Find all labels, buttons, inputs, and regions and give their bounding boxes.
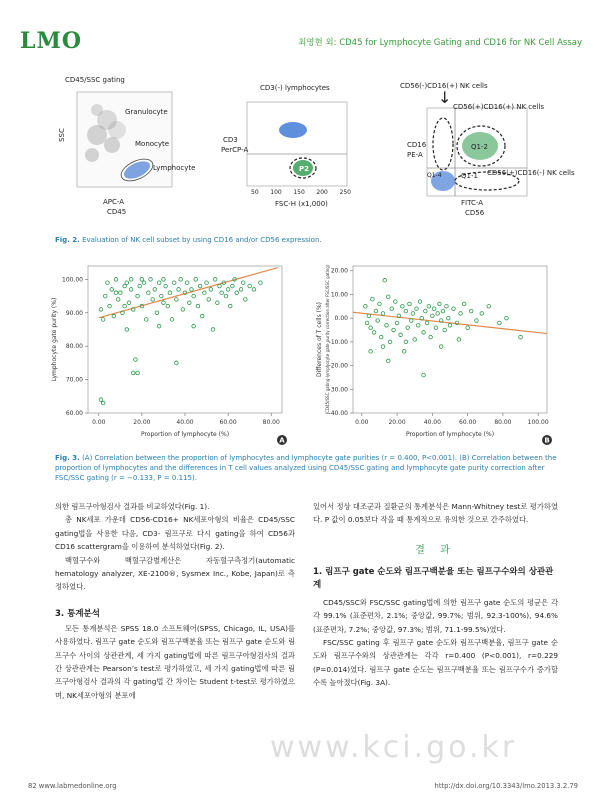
q14-label: Q1-4 xyxy=(427,172,442,179)
fig2-panel-a-title: CD45/SSC gating xyxy=(65,76,125,84)
data-point xyxy=(459,312,463,316)
y-tick-label: 100.00 xyxy=(62,276,83,284)
x-axis-label: Proportion of lymphocyte (%) xyxy=(140,431,230,438)
fig2-panel-c-xlabel-1: FITC-A xyxy=(461,199,484,207)
fig2-panel-b-ticks xyxy=(251,189,351,196)
fig3-caption xyxy=(55,453,560,483)
fig2-panel-b-xlabel: FSC-H (x1,000) xyxy=(275,200,328,208)
data-point xyxy=(445,305,449,309)
y-tick-label: 90.00 xyxy=(65,309,83,317)
data-point xyxy=(475,319,479,323)
data-point xyxy=(170,318,174,322)
panel-badge-label: A xyxy=(279,436,285,445)
data-point xyxy=(127,301,131,305)
x-tick-label: 0.00 xyxy=(92,419,106,426)
fig2-caption-text: Evaluation of NK cell subset by using CD16 and/or CD56 expression. xyxy=(82,236,322,244)
data-point xyxy=(228,304,232,308)
data-point xyxy=(123,284,127,288)
data-point xyxy=(106,281,110,285)
data-point xyxy=(205,281,209,285)
data-point xyxy=(101,401,105,405)
data-point xyxy=(369,326,373,330)
p2-gate-label: P2 xyxy=(299,165,310,173)
q12-label: Q1-2 xyxy=(471,143,488,151)
data-point xyxy=(151,298,155,302)
y-tick-label: 10.00 xyxy=(330,291,348,299)
data-point xyxy=(487,305,491,309)
data-point xyxy=(218,284,222,288)
y-axis-label: Differences of T cells (%) xyxy=(316,302,323,377)
data-point xyxy=(431,314,435,318)
left-column xyxy=(55,500,295,702)
data-point xyxy=(248,284,252,288)
data-point xyxy=(200,314,204,318)
data-point xyxy=(175,361,179,365)
data-point xyxy=(379,335,383,339)
data-point xyxy=(364,305,368,309)
trend-line xyxy=(99,268,278,318)
data-point xyxy=(138,284,142,288)
data-point xyxy=(422,331,426,335)
results-heading: 결 과 xyxy=(415,544,456,556)
x-tick-label: 60.00 xyxy=(219,419,237,426)
data-point xyxy=(480,312,484,316)
y-axis-label: Lymphocyte gate purity (%) xyxy=(51,297,58,382)
data-point xyxy=(153,288,157,292)
data-point xyxy=(211,328,215,332)
data-point xyxy=(374,309,378,313)
y-tick-label: 70.00 xyxy=(65,376,83,384)
data-point xyxy=(159,294,163,298)
data-point xyxy=(226,288,230,292)
data-point xyxy=(162,278,166,282)
monocyte-label: Monocyte xyxy=(135,140,170,148)
fig2-panel-a-xlabel-2: CD45 xyxy=(107,208,127,216)
data-point xyxy=(216,301,220,305)
data-point xyxy=(110,288,114,292)
data-point xyxy=(108,304,112,308)
data-point xyxy=(406,326,410,330)
data-point xyxy=(399,333,403,337)
fig2-panel-c-label-3: CD56(+)CD16(-) NK cells xyxy=(487,169,575,177)
data-point xyxy=(136,294,140,298)
data-point xyxy=(125,328,129,332)
data-point xyxy=(413,338,417,342)
data-point xyxy=(371,297,375,301)
subsection-heading: 1. 림프구 gate 순도와 림프구백분율 또는 림프구수와의 상관관계 xyxy=(313,566,554,590)
data-point xyxy=(168,291,172,295)
tick: 200 xyxy=(316,189,328,196)
y-tick-label: -30.00 xyxy=(328,386,348,394)
data-point xyxy=(140,278,144,282)
data-point xyxy=(114,278,118,282)
data-point xyxy=(466,326,470,330)
data-point xyxy=(378,302,382,306)
data-point xyxy=(179,278,183,282)
x-tick-label: 40.00 xyxy=(423,419,441,426)
data-point xyxy=(372,331,376,335)
data-point xyxy=(429,335,433,339)
y-tick-label: 60.00 xyxy=(65,410,83,417)
data-point xyxy=(244,298,248,302)
data-point xyxy=(142,281,146,285)
fig3-caption-text: (A) Correlation between the proportion of lymphocytes and lymphocyte gate purities (r = 0.400, P<0.001). (B) Correlation between the proportion of lymphocytes and the differences in T cell values analyzed using CD45/SSC gating and lymphocyte gate purity correction after FSC/SSC gating (r = −0.133, P = 0.115). xyxy=(55,454,557,482)
fig2-caption-label: Fig. 2. xyxy=(55,236,80,244)
data-point xyxy=(147,291,151,295)
paragraph: CD45/SSC와 FSC/SSC gating법에 의한 림프구 gate 순도의 평균은 각각 99.1% (표준편차, 2.1%; 중앙값, 99.7%; 범위, 92.3-100%), 94.6% (표준편차, 7.2%; 중앙값, 97.3%; 범위, 71.1-99.5%)였다. xyxy=(313,597,558,634)
data-point xyxy=(235,291,239,295)
data-point xyxy=(424,309,428,313)
data-point xyxy=(434,326,438,330)
lymphocyte-label: Lymphocyte xyxy=(153,164,196,172)
data-point xyxy=(116,298,120,302)
fig2-panel-c-xlabel-2: CD56 xyxy=(465,209,485,217)
data-point xyxy=(241,281,245,285)
panel-badge-label: B xyxy=(544,436,550,445)
data-point xyxy=(207,298,211,302)
data-point xyxy=(408,302,412,306)
data-point xyxy=(125,281,129,285)
data-point xyxy=(119,291,123,295)
data-point xyxy=(131,371,135,375)
data-point xyxy=(175,298,179,302)
data-point xyxy=(385,323,389,327)
footer-left: 82 www.labmedonline.org xyxy=(28,782,117,790)
q11-label: Q1-1 xyxy=(461,172,478,180)
data-point xyxy=(101,318,105,322)
x-tick-label: 80.00 xyxy=(494,419,512,426)
paragraph: 총 NK세포 가운데 CD56-CD16+ NK세포아형의 비율은 CD45/SSC gating법을 사용한 다음, CD3- 림프구로 다시 gating을 하여 CD56과 CD16 scattergram을 이용하여 분석하였다(Fig. 2). xyxy=(55,515,295,552)
paragraph: 의한 림프구아형검사 결과를 비교하였다(Fig. 1). xyxy=(55,502,210,511)
fig2-panel-c-ylabel-2: PE-A xyxy=(407,151,423,159)
data-point xyxy=(259,281,263,285)
paragraph: 백혈구수와 백혈구감별계산은 자동혈구측정기(automatic hematology analyzer, XE-2100®, Sysmex Inc., Kobe, Japan)로 측정하였다. xyxy=(55,555,295,592)
data-point xyxy=(404,309,408,313)
data-point xyxy=(224,294,228,298)
data-point xyxy=(185,281,189,285)
data-point xyxy=(365,321,369,325)
x-tick-label: 20.00 xyxy=(388,419,406,426)
data-point xyxy=(381,312,385,316)
x-tick-label: 80.00 xyxy=(262,419,280,426)
tick: 250 xyxy=(339,189,351,196)
data-point xyxy=(427,305,431,309)
data-point xyxy=(438,302,442,306)
data-point xyxy=(415,307,419,311)
data-point xyxy=(394,300,398,304)
data-point xyxy=(136,371,140,375)
data-point xyxy=(213,278,217,282)
data-point xyxy=(112,314,116,318)
fig2-panel-a-ylabel: SSC xyxy=(57,128,66,142)
data-point xyxy=(376,319,380,323)
data-point xyxy=(436,312,440,316)
data-point xyxy=(439,345,443,349)
x-tick-label: 100.00 xyxy=(527,419,549,426)
fig2-panel-b-ylabel-2: PerCP-A xyxy=(221,146,249,154)
y-axis-sublabel: (CD45/SSC gating-lymphocyte gate purity correction after FSC/SSC gating) xyxy=(325,264,330,415)
y-tick-label: -10.00 xyxy=(328,338,348,346)
data-point xyxy=(402,350,406,354)
data-point xyxy=(411,312,415,316)
data-point xyxy=(418,300,422,304)
fig2-panel-b-ylabel-1: CD3 xyxy=(223,136,238,144)
fig2-panel-c-label-2: CD56(+)CD16(+) NK cells xyxy=(453,103,544,111)
data-point xyxy=(505,316,509,320)
fig2-panel-c-title: CD56(-)CD16(+) NK cells xyxy=(400,82,488,90)
data-point xyxy=(166,304,170,308)
data-point xyxy=(239,288,243,292)
data-point xyxy=(409,319,413,323)
data-point xyxy=(192,324,196,328)
data-point xyxy=(196,304,200,308)
data-point xyxy=(401,305,405,309)
arrow-down-icon: ↓ xyxy=(438,88,452,107)
data-point xyxy=(446,316,450,320)
data-point xyxy=(448,323,452,327)
fig2-panel-a-xlabel-1: APC-A xyxy=(103,198,125,206)
fig3-chart-a xyxy=(30,258,295,448)
data-point xyxy=(416,323,420,327)
data-point xyxy=(422,373,426,377)
x-tick-label: 20.00 xyxy=(133,419,151,426)
watermark: www.kci.go.kr xyxy=(270,730,518,765)
data-point xyxy=(252,288,256,292)
data-point xyxy=(457,338,461,342)
data-point xyxy=(390,307,394,311)
data-point xyxy=(194,278,198,282)
y-tick-label: 80.00 xyxy=(65,343,83,351)
y-tick-label: 20.00 xyxy=(330,267,348,275)
fig2-caption xyxy=(55,235,322,245)
data-point xyxy=(498,321,502,325)
data-point xyxy=(144,318,148,322)
y-tick-label: -40.00 xyxy=(328,410,348,417)
plot-frame xyxy=(353,266,547,413)
data-point xyxy=(381,345,385,349)
footer-doi: http://dx.doi.org/10.3343/lmo.2013.3.2.79 xyxy=(434,782,578,790)
data-point xyxy=(369,350,373,354)
paragraph: 있어서 정상 대조군과 질환군의 통계분석은 Mann-Whitney test로 평가하였다. P 값이 0.05보다 작을 때 통계적으로 유의한 것으로 간주하였다. xyxy=(313,502,558,525)
data-point xyxy=(103,294,107,298)
data-point xyxy=(395,321,399,325)
data-point xyxy=(452,307,456,311)
data-point xyxy=(388,340,392,344)
fig2-panel-b-title: CD3(-) lymphocytes xyxy=(260,84,330,92)
data-point xyxy=(157,281,161,285)
fig3-caption-label: Fig. 3. xyxy=(55,454,80,462)
figure-2 xyxy=(55,76,575,226)
data-point xyxy=(203,291,207,295)
data-point xyxy=(192,294,196,298)
data-point xyxy=(220,291,224,295)
data-point xyxy=(443,328,447,332)
x-tick-label: 40.00 xyxy=(176,419,194,426)
y-tick-label: -20.00 xyxy=(328,362,348,370)
data-point xyxy=(469,309,473,313)
data-point xyxy=(190,288,194,292)
data-point xyxy=(392,328,396,332)
x-tick-label: 0.00 xyxy=(355,419,369,426)
data-point xyxy=(441,309,445,313)
tick: 50 xyxy=(251,189,259,196)
data-point xyxy=(209,288,213,292)
data-point xyxy=(425,321,429,325)
data-point xyxy=(129,278,133,282)
tick: 100 xyxy=(270,189,282,196)
data-point xyxy=(134,358,138,362)
data-point xyxy=(99,308,103,312)
data-point xyxy=(198,284,202,288)
fig2-panel-c-ylabel-1: CD16 xyxy=(407,141,427,149)
data-point xyxy=(155,311,159,315)
data-point xyxy=(129,288,133,292)
data-point xyxy=(231,284,235,288)
data-point xyxy=(172,281,176,285)
data-point xyxy=(99,398,103,402)
paragraph: FSC/SSC gating 후 림프구 gate 순도와 림프구백분율, 림프구 gate 순도와 림프구수와의 상관관계는 각각 r=0.400 (P<0.001), r=0.229 (P=0.014)였다. 림프구 gate 순도는 림프구백분율 또는 림프구수가 증가할수록 높아졌다(Fig. 3A). xyxy=(313,638,558,688)
tick: 150 xyxy=(293,189,305,196)
data-point xyxy=(123,304,127,308)
data-point xyxy=(383,278,387,282)
x-axis-label: Proportion of lymphocyte (%) xyxy=(405,431,495,438)
fig2-panel-b-plot xyxy=(245,100,355,190)
y-tick-label: 0.00 xyxy=(334,315,348,323)
data-point xyxy=(149,278,153,282)
fig2-panel-c-plot xyxy=(425,106,535,201)
data-point xyxy=(188,301,192,305)
journal-logo: LMO xyxy=(20,28,82,54)
data-point xyxy=(404,340,408,344)
data-point xyxy=(164,284,168,288)
data-point xyxy=(386,359,390,363)
data-point xyxy=(462,302,466,306)
data-point xyxy=(519,335,523,339)
data-point xyxy=(114,291,118,295)
granulocyte-label: Granulocyte xyxy=(125,108,168,116)
section-heading: 3. 통계분석 xyxy=(55,608,100,619)
x-tick-label: 60.00 xyxy=(459,419,477,426)
data-point xyxy=(181,308,185,312)
data-point xyxy=(432,307,436,311)
data-point xyxy=(157,324,161,328)
right-column xyxy=(313,500,558,690)
paragraph: 모든 통계분석은 SPSS 18.0 소프트웨어(SPSS, Chicago, IL, USA)를 사용하였다. 림프구 gate 순도와 림프구백분율 또는 림프구 gate 순도와 림프구수 사이의 상관관계, 세 가지 gating법에 따른 림프구아형검사의 결과 간 상관관계는 Pearson’s test로 평가하였고, 세 가지 gating법에 따른 림프구아형검사 결과의 각 gating법 간 차이는 Student t-test로 평가하였으며, NK세포아형의 분포에 xyxy=(55,623,295,700)
fig3-chart-b xyxy=(295,258,560,448)
running-head: 최영현 외: CD45 for Lymphocyte Gating and CD16 for NK Cell Assay xyxy=(298,38,582,48)
data-point xyxy=(162,301,166,305)
data-point xyxy=(177,288,181,292)
data-point xyxy=(386,295,390,299)
